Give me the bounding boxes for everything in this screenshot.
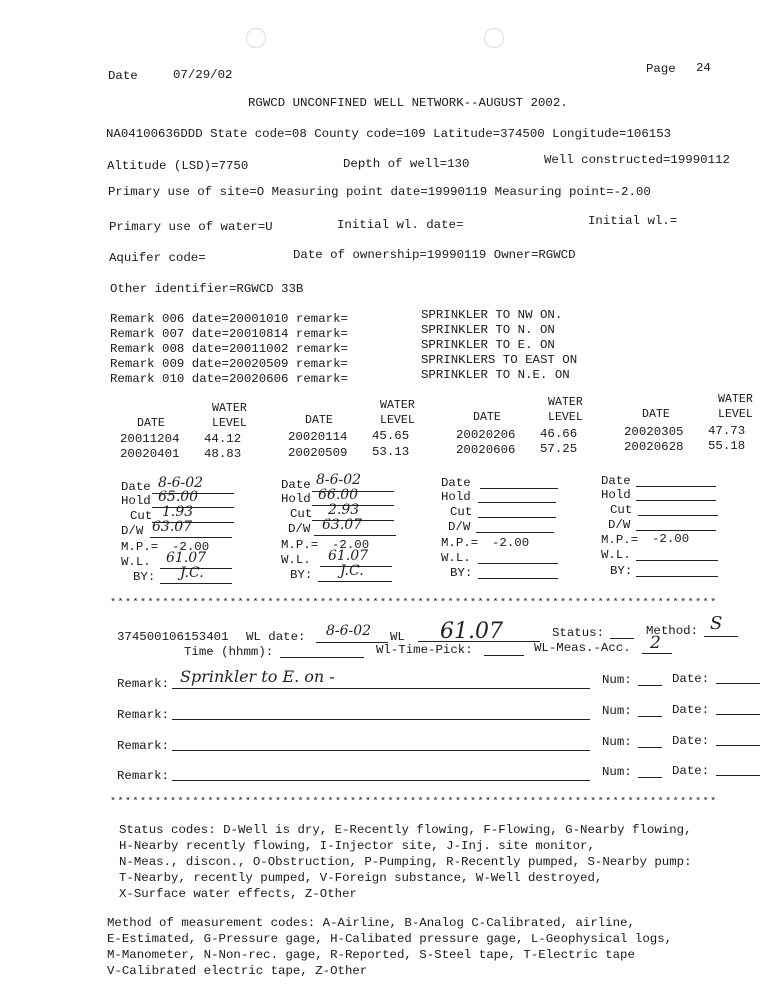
legend-line: X-Surface water effects, Z-Other xyxy=(119,887,357,901)
num-label: Num: xyxy=(602,704,632,718)
col-header-date: DATE xyxy=(137,417,165,430)
form-mp-label: M.P.= xyxy=(281,538,319,552)
form-cut-label: Cut xyxy=(450,505,473,519)
cell-level: 46.66 xyxy=(540,427,578,441)
cell-date: 20011204 xyxy=(120,432,180,446)
form-date-label: Date xyxy=(121,480,151,494)
remark-text: SPRINKLERS TO EAST ON xyxy=(421,353,578,367)
form-mp-value: -2.00 xyxy=(652,532,690,546)
form-date-input[interactable] xyxy=(636,486,716,487)
legend-line: E-Estimated, G-Pressure gage, H-Calibated pressure gage, L-Geophysical logs, xyxy=(107,932,673,946)
form-mp-label: M.P.= xyxy=(441,536,479,550)
form-dw-value[interactable]: 63.07 xyxy=(152,519,193,535)
time-input[interactable] xyxy=(280,657,364,658)
col-header-water: WATER xyxy=(380,399,415,412)
cell-level: 55.18 xyxy=(708,439,746,453)
form-by-value[interactable]: J.C. xyxy=(340,563,364,579)
report-date: 07/29/02 xyxy=(173,68,233,82)
form-dw-label: D/W xyxy=(448,520,471,534)
site-line: NA04100636DDD State code=08 County code=109 Latitude=374500 Longitude=106153 xyxy=(106,127,672,141)
form-dw-value[interactable]: 63.07 xyxy=(322,517,363,533)
num-input[interactable] xyxy=(638,777,662,778)
primary-use-water: Primary use of water=U xyxy=(109,220,273,234)
remark-left: Remark 010 date=20020606 remark= xyxy=(110,372,348,386)
form-hold-value[interactable]: 66.00 xyxy=(318,487,359,503)
form-hold-input[interactable] xyxy=(636,500,716,501)
date-label: Date xyxy=(108,69,138,83)
time-pick-label: Wl-Time-Pick: xyxy=(376,643,473,657)
form-cut-value[interactable]: 2.93 xyxy=(328,502,360,518)
separator-stars: ********************************************************************************* xyxy=(110,797,718,808)
form-date-label: Date xyxy=(441,476,471,490)
form-by-label: BY: xyxy=(290,568,313,582)
col-header-level: LEVEL xyxy=(548,411,583,424)
remark-date-label: Date: xyxy=(672,764,710,778)
col-header-date: DATE xyxy=(305,414,333,427)
form-cut-input[interactable] xyxy=(638,515,718,516)
form-mp-value: -2.00 xyxy=(492,536,530,550)
remark-date-input[interactable] xyxy=(716,714,760,715)
punch-hole-right xyxy=(484,28,504,48)
remark-text: SPRINKLER TO E. ON xyxy=(421,338,555,352)
cell-date: 20020305 xyxy=(624,425,684,439)
remark-date-label: Date: xyxy=(672,734,710,748)
form-cut-input[interactable] xyxy=(478,517,556,518)
form-by-line xyxy=(318,581,392,582)
remark-date-input[interactable] xyxy=(716,683,760,684)
cell-level: 48.83 xyxy=(204,447,242,461)
remark-input[interactable] xyxy=(172,719,590,720)
form-hold-input[interactable] xyxy=(478,502,556,503)
col-header-level: LEVEL xyxy=(212,417,247,430)
legend-line: Method of measurement codes: A-Airline, B-Analog C-Calibrated, airline, xyxy=(107,916,635,930)
cell-level: 53.13 xyxy=(372,445,410,459)
remark-label: Remark: xyxy=(117,769,170,783)
form-hold-label: Hold xyxy=(281,492,311,506)
status-input[interactable] xyxy=(610,638,634,639)
initial-wl-date: Initial wl. date= xyxy=(337,218,464,232)
cell-date: 20020628 xyxy=(624,440,684,454)
initial-wl: Initial wl.= xyxy=(588,214,678,228)
num-label: Num: xyxy=(602,673,632,687)
form-by-input[interactable] xyxy=(478,578,558,579)
col-header-water: WATER xyxy=(548,396,583,409)
remark-text: SPRINKLER TO NW ON. xyxy=(421,308,563,322)
num-input[interactable] xyxy=(638,716,662,717)
other-identifier: Other identifier=RGWCD 33B xyxy=(110,282,304,296)
form-by-label: BY: xyxy=(610,564,633,578)
col-header-water: WATER xyxy=(718,393,753,406)
remark-label: Remark: xyxy=(117,708,170,722)
method-value[interactable]: S xyxy=(710,613,723,634)
legend-line: V-Calibrated electric tape, Z-Other xyxy=(107,964,368,978)
remark-date-label: Date: xyxy=(672,703,710,717)
remark-left: Remark 007 date=20010814 remark= xyxy=(110,327,348,341)
form-by-value[interactable]: J.C. xyxy=(180,565,204,581)
legend-line: Status codes: D-Well is dry, E-Recently flowing, F-Flowing, G-Nearby flowing, xyxy=(119,823,692,837)
cell-date: 20020401 xyxy=(120,447,180,461)
form-mp-label: M.P.= xyxy=(601,533,639,547)
meas-acc-line xyxy=(642,653,672,654)
remark-date-label: Date: xyxy=(672,672,710,686)
form-dw-label: D/W xyxy=(288,522,311,536)
form-by-line xyxy=(160,583,232,584)
legend-line: T-Nearby, recently pumped, V-Foreign substance, W-Well destroyed, xyxy=(119,871,603,885)
remark-label: Remark: xyxy=(117,677,170,691)
remark-left: Remark 006 date=20001010 remark= xyxy=(110,312,348,326)
form-cut-label: Cut xyxy=(290,507,313,521)
form-by-input[interactable] xyxy=(636,576,718,577)
form-dw-label: D/W xyxy=(121,524,144,538)
page-number: 24 xyxy=(696,61,711,75)
cell-date: 20020114 xyxy=(288,430,348,444)
form-date-input[interactable] xyxy=(480,488,558,489)
legend-line: M-Manometer, N-Non-rec. gage, R-Reported, S-Steel tape, T-Electric tape xyxy=(107,948,635,962)
remark-label: Remark: xyxy=(117,739,170,753)
cell-date: 20020206 xyxy=(456,428,516,442)
form-wl-value[interactable]: 61.07 xyxy=(166,550,207,566)
col-header-date: DATE xyxy=(473,411,501,424)
form-date-value[interactable]: 8-6-02 xyxy=(158,475,204,491)
form-dw-input[interactable] xyxy=(476,532,554,533)
form-wl-label: W.L. xyxy=(441,551,471,565)
num-label: Num: xyxy=(602,765,632,779)
wl-date-label: WL date: xyxy=(246,630,306,644)
form-hold-label: Hold xyxy=(441,490,471,504)
form-by-label: BY: xyxy=(133,570,156,584)
legend-line: N-Meas., discon., O-Obstruction, P-Pumping, R-Recently pumped, S-Nearby pump: xyxy=(119,855,692,869)
remark-text: SPRINKLER TO N.E. ON xyxy=(421,368,570,382)
separator-stars: ********************************************************************************* xyxy=(110,598,718,609)
punch-hole-left xyxy=(246,28,266,48)
remark-input[interactable] xyxy=(172,688,590,689)
remark-value[interactable]: Sprinkler to E. on - xyxy=(180,667,335,686)
wl-value[interactable]: 61.07 xyxy=(440,619,503,644)
form-cut-value[interactable]: 1.93 xyxy=(162,504,194,520)
method-line xyxy=(704,636,738,637)
cell-date: 20020509 xyxy=(288,446,348,460)
form-dw-line xyxy=(150,537,232,538)
ownership: Date of ownership=19990119 Owner=RGWCD xyxy=(293,248,576,262)
altitude: Altitude (LSD)=7750 xyxy=(107,159,249,173)
form-wl-label: W.L. xyxy=(601,548,631,562)
wl-date-value[interactable]: 8-6-02 xyxy=(326,623,372,639)
form-cut-label: Cut xyxy=(130,509,153,523)
cell-level: 57.25 xyxy=(540,442,578,456)
form-dw-line xyxy=(314,535,396,536)
col-header-water: WATER xyxy=(212,402,247,415)
aquifer-code: Aquifer code= xyxy=(109,251,206,265)
form-dw-input[interactable] xyxy=(636,530,716,531)
meas-acc-label: WL-Meas.-Acc. xyxy=(534,641,631,655)
form-mp-label: M.P.= xyxy=(121,540,159,554)
report-title: RGWCD UNCONFINED WELL NETWORK--AUGUST 2002. xyxy=(248,96,568,110)
form-wl-label: W.L. xyxy=(121,555,151,569)
num-input[interactable] xyxy=(638,747,662,748)
primary-use-site: Primary use of site=O Measuring point date=19990119 Measuring point=-2.00 xyxy=(108,185,651,199)
form-date-label: Date xyxy=(281,478,311,492)
num-input[interactable] xyxy=(638,685,662,686)
col-header-level: LEVEL xyxy=(718,408,753,421)
form-dw-label: D/W xyxy=(608,518,631,532)
form-by-label: BY: xyxy=(450,566,473,580)
num-label: Num: xyxy=(602,735,632,749)
time-pick-input[interactable] xyxy=(484,655,524,656)
form-hold-label: Hold xyxy=(601,488,631,502)
wl-label: WL xyxy=(390,630,405,644)
col-header-date: DATE xyxy=(642,408,670,421)
remark-left: Remark 009 date=20020509 remark= xyxy=(110,357,348,371)
form-wl-input[interactable] xyxy=(636,560,718,561)
form-mp-value: -2.00 xyxy=(172,540,210,554)
page-label: Page xyxy=(646,62,676,76)
remark-input[interactable] xyxy=(172,780,590,781)
remark-date-input[interactable] xyxy=(716,775,760,776)
method-label: Method: xyxy=(646,624,699,638)
form-wl-label: W.L. xyxy=(281,553,311,567)
col-header-level: LEVEL xyxy=(380,414,415,427)
form-mp-value: -2.00 xyxy=(332,538,370,552)
form-wl-value[interactable]: 61.07 xyxy=(328,548,369,564)
form-date-label: Date xyxy=(601,474,631,488)
form-date-value[interactable]: 8-6-02 xyxy=(316,472,362,488)
cell-level: 47.73 xyxy=(708,424,746,438)
meas-acc-value[interactable]: 2 xyxy=(650,633,661,653)
form-hold-value[interactable]: 65.00 xyxy=(158,489,199,505)
remark-text: SPRINKLER TO N. ON xyxy=(421,323,555,337)
cell-level: 44.12 xyxy=(204,432,242,446)
cell-level: 45.65 xyxy=(372,429,410,443)
status-label: Status: xyxy=(552,626,605,640)
legend-line: H-Nearby recently flowing, I-Injector site, J-Inj. site monitor, xyxy=(119,839,595,853)
form-cut-label: Cut xyxy=(610,503,633,517)
remark-left: Remark 008 date=20011002 remark= xyxy=(110,342,348,356)
form-hold-label: Hold xyxy=(121,494,151,508)
cell-date: 20020606 xyxy=(456,443,516,457)
depth-of-well: Depth of well=130 xyxy=(343,157,470,171)
time-label: Time (hhmm): xyxy=(184,645,274,659)
well-constructed: Well constructed=19990112 xyxy=(544,153,730,167)
remark-input[interactable] xyxy=(172,750,590,751)
form-wl-input[interactable] xyxy=(478,563,558,564)
remark-date-input[interactable] xyxy=(716,745,760,746)
site-id: 374500106153401 xyxy=(117,630,229,644)
